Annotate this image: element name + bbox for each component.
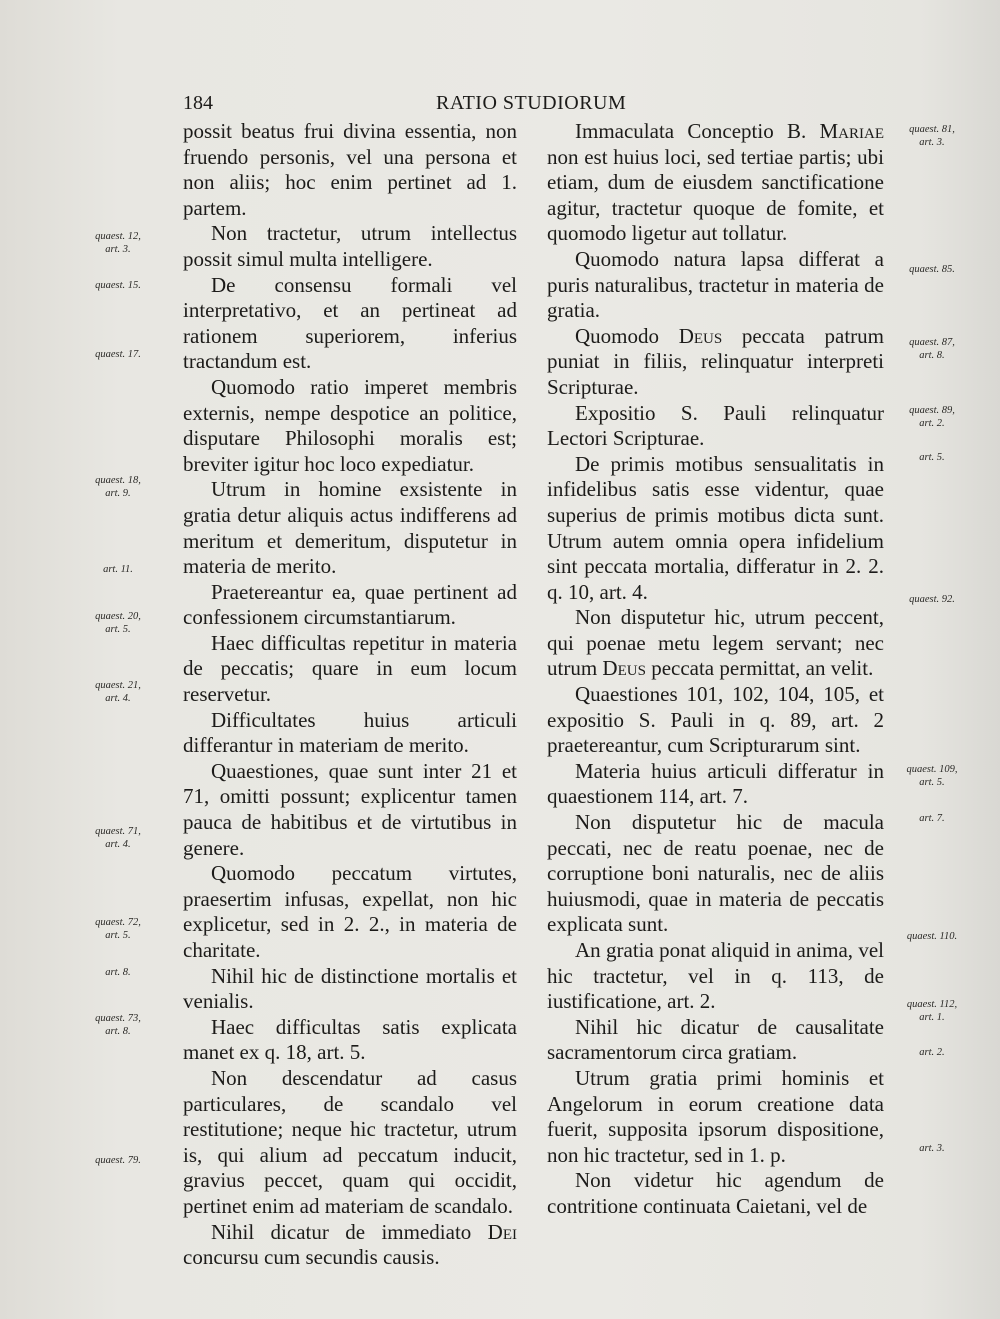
paragraph: Haec difficultas repetitur in materia de peccatis; quare in eum locum reservetur. [183,630,517,707]
margin-note: quaest. 79. [95,1155,141,1166]
paragraph: Non disputetur hic de macula peccati, nec de reatu poenae, nec de corruptione boni naturalis, nec de aliis huiusmodi, quae in materia de peccatis explicata sunt. [547,810,884,937]
margin-note: quaest. 109, art. 5. [906,764,958,788]
margin-note: quaest. 21, art. 4. [95,680,141,704]
paragraph: Utrum gratia primi hominis et Angelorum in eorum creatione data fuerit, supposita ipsorum dispositione, non hic tractetur, sed in 1. p. [547,1065,884,1167]
margin-note: quaest. 15. [95,280,141,291]
paragraph [547,605,884,682]
paragraph: Praetereantur ea, quae pertinent ad confessionem circumstantiarum. [183,579,517,630]
paragraph: Quaestiones 101, 102, 104, 105, et expositio S. Pauli in q. 89, art. 2 praetereantur, cum Scripturarum sint. [547,682,884,758]
margin-note: quaest. 12, art. 3. [95,231,141,255]
text-run: concursu cum secundis causis. [183,1245,440,1270]
paragraph: Non tractetur, utrum intellectus possit simul multa intelligere. [183,221,517,271]
paragraph: De consensu formali vel interpretativo, et an pertineat ad rationem superiorem, inferius tractandum est. [183,272,517,374]
running-title: RATIO STUDIORUM [436,92,627,114]
text-run: peccata permittat, an velit. [645,656,874,681]
margin-note: art. 2. [919,1047,945,1058]
margin-note: quaest. 20, art. 5. [95,611,141,635]
paragraph: Difficultates huius articuli differantur in materiam de merito. [183,707,517,758]
margin-note: quaest. 17. [95,349,141,360]
paragraph: Non videtur hic agendum de contritione continuata Caietani, vel de [547,1168,884,1218]
margin-note: quaest. 89, art. 2. [909,405,955,429]
paragraph: Materia huius articuli differatur in quaestionem 114, art. 7. [547,758,884,809]
paragraph [547,119,884,247]
page-number: 184 [183,92,213,114]
margin-note: art. 7. [919,813,945,824]
paragraph [547,324,884,401]
margin-note: art. 11. [103,564,133,575]
margin-note: quaest. 71, art. 4. [95,826,141,850]
small-caps-word: Dei [487,1219,517,1244]
small-caps-word: Mariae [819,119,884,143]
margin-note: quaest. 73, art. 8. [95,1013,141,1037]
paragraph: De primis motibus sensualitatis in infidelibus satis esse videntur, quae superius de primis motibus dicta sunt. Utrum autem omnia opera infidelium sint peccata mortalia, differatur in 2. 2. q. 10, art. 4. [547,451,884,604]
paragraph: Quaestiones, quae sunt inter 21 et 71, omitti possunt; explicentur tamen pauca de habitibus et de virtutibus in genere. [183,758,517,860]
paragraph: An gratia ponat aliquid in anima, vel hic tractetur, vel in q. 113, de iustificatione, art. 2. [547,938,884,1014]
small-caps-word: Deus [678,323,723,348]
paragraph [183,1220,517,1271]
small-caps-word: Deus [602,656,646,681]
margin-note: art. 5. [919,452,945,463]
margin-note: art. 3. [919,1143,945,1154]
text-run: Immaculata Conceptio B. [575,119,820,143]
margin-note: quaest. 112, art. 1. [906,999,958,1023]
paragraph: Expositio S. Pauli relinquatur Lectori Scripturae. [547,400,884,451]
text-run: Quomodo [575,323,679,348]
margin-note: quaest. 92. [909,594,955,605]
margin-note: quaest. 72, art. 5. [95,917,141,941]
text-run: non est huius loci, sed tertiae partis; ubi etiam, dum de eiusdem sanctificatione agitur, tractetur quoque de fomite, et quomodo ligetur aut tollatur. [547,144,884,246]
paragraph: Nihil hic de distinctione mortalis et venialis. [183,963,517,1014]
paragraph: Quomodo peccatum virtutes, praesertim infusas, expellat, non hic explicetur, sed in 2. 2., in materia de charitate. [183,861,517,962]
left-column [183,119,517,1271]
paragraph: Nihil hic dicatur de causalitate sacramentorum circa gratiam. [547,1014,884,1065]
margin-note: quaest. 81, art. 3. [909,124,955,148]
paragraph: Utrum in homine exsistente in gratia detur aliquis actus indifferens ad meritum et demeritum, disputetur in materia de merito. [183,477,517,579]
paragraph: Quomodo natura lapsa differat a puris naturalibus, tractetur in materia de gratia. [547,246,884,323]
margin-note: quaest. 85. [909,264,955,275]
paragraph: Quomodo ratio imperet membris externis, nempe despotice an politice, disputare Philosophi moralis est; breviter igitur hoc loco expediatur. [183,374,517,476]
right-column [547,119,884,1220]
margin-note: quaest. 110. [906,931,958,942]
paragraph: Non descendatur ad casus particulares, de scandalo vel restitutione; neque hic tractetur, utrum is, qui alium ad peccatum inducit, gravius peccet, quam qui occidit, pertinet enim ad materiam de scandalo. [183,1065,517,1218]
paragraph: possit beatus frui divina essentia, non fruendo personis, vel una persona et non aliis; hoc enim pertinet ad 1. partem. [183,119,517,220]
text-run: peccata patrum puniat in filiis, relinquatur interpreti Scripturae. [547,323,884,399]
margin-note: quaest. 18, art. 9. [95,475,141,499]
margin-note: art. 8. [105,967,131,978]
text-run: Nihil dicatur de immediato [211,1219,488,1244]
paragraph: Haec difficultas satis explicata manet ex q. 18, art. 5. [183,1014,517,1065]
page-header [183,92,903,116]
margin-note: quaest. 87, art. 8. [909,337,955,361]
text-run: Non disputetur hic, utrum peccent, qui poenae metu legem servant; nec utrum [547,605,884,681]
